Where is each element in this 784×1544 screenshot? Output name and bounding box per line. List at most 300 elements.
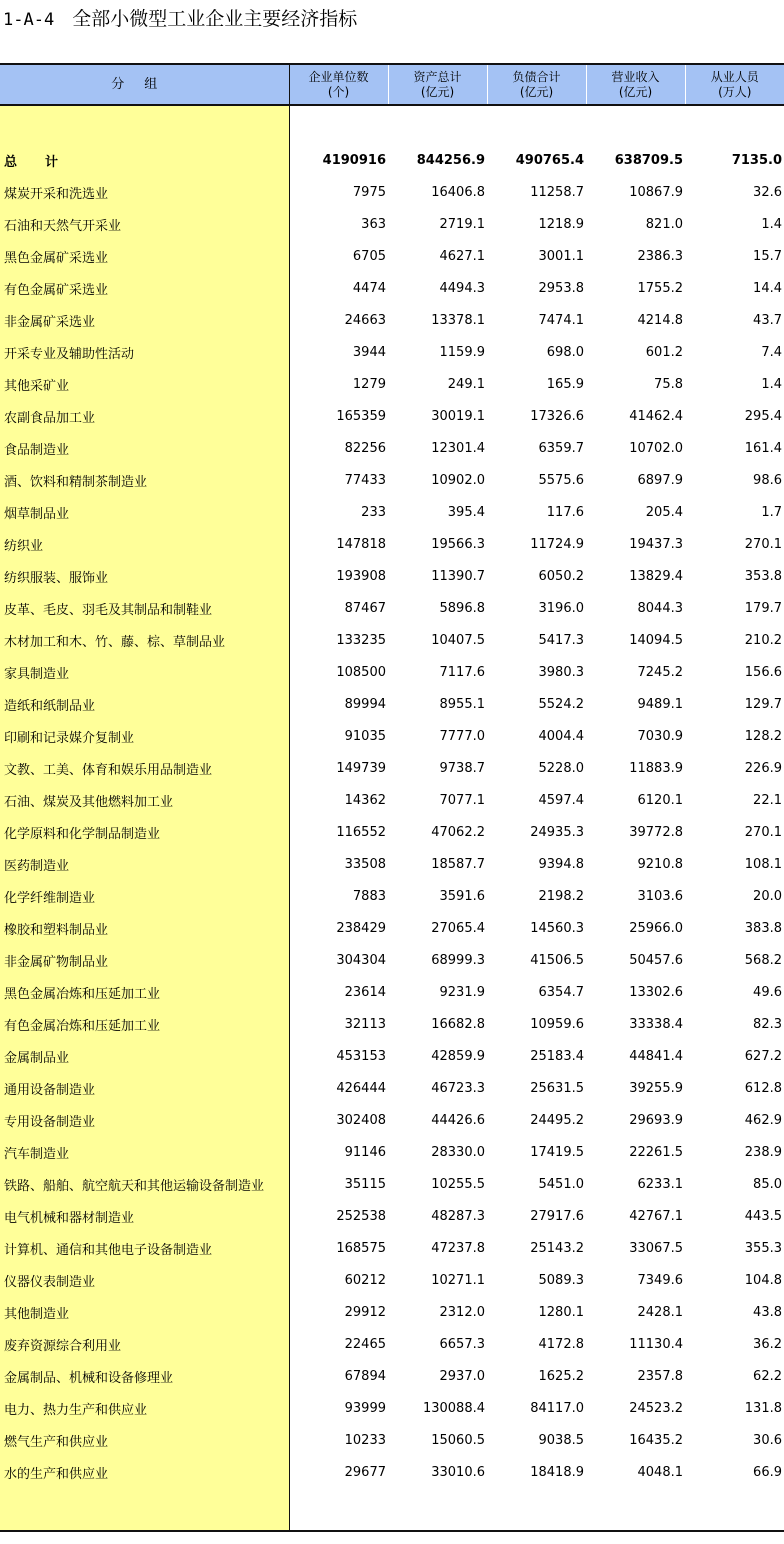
cell-revenue: 7245.2 xyxy=(637,664,683,680)
cell-assets: 2312.0 xyxy=(439,1304,485,1320)
table-row xyxy=(0,560,784,592)
cell-assets: 4494.3 xyxy=(439,280,485,296)
cell-enterprises: 363 xyxy=(361,216,386,232)
cell-employees: 179.7 xyxy=(744,600,782,616)
industry-name: 有色金属矿采选业 xyxy=(0,272,289,304)
cell-assets: 2937.0 xyxy=(439,1368,485,1384)
cell-enterprises: 7975 xyxy=(352,184,386,200)
cell-revenue: 11883.9 xyxy=(629,760,683,776)
cell-liabilities: 6050.2 xyxy=(538,568,584,584)
table-row xyxy=(0,1072,784,1104)
table-row xyxy=(0,464,784,496)
cell-enterprises: 6705 xyxy=(352,248,386,264)
cell-revenue: 75.8 xyxy=(654,376,683,392)
cell-liabilities: 3980.3 xyxy=(538,664,584,680)
cell-liabilities: 2953.8 xyxy=(538,280,584,296)
cell-assets: 48287.3 xyxy=(431,1208,485,1224)
cell-employees: 443.5 xyxy=(744,1208,782,1224)
cell-employees: 156.6 xyxy=(744,664,782,680)
cell-assets: 7077.1 xyxy=(439,792,485,808)
table-row xyxy=(0,368,784,400)
table-row xyxy=(0,976,784,1008)
cell-liabilities: 4172.8 xyxy=(538,1336,584,1352)
industry-name: 非金属矿采选业 xyxy=(0,304,289,336)
header-assets xyxy=(388,64,487,105)
cell-employees: 62.2 xyxy=(753,1368,782,1384)
cell-liabilities: 3196.0 xyxy=(538,600,584,616)
cell-enterprises: 147818 xyxy=(336,536,386,552)
cell-revenue: 42767.1 xyxy=(629,1208,683,1224)
table-row xyxy=(0,1360,784,1392)
cell-employees: 30.6 xyxy=(753,1432,782,1448)
header-assets-label: 资产总计 xyxy=(413,69,462,84)
industry-name: 橡胶和塑料制品业 xyxy=(0,912,289,944)
cell-enterprises: 302408 xyxy=(336,1112,386,1128)
cell-liabilities: 18418.9 xyxy=(530,1464,584,1480)
total-revenue: 638709.5 xyxy=(614,152,683,168)
industry-name: 酒、饮料和精制茶制造业 xyxy=(0,464,289,496)
cell-revenue: 33338.4 xyxy=(629,1016,683,1032)
cell-revenue: 13829.4 xyxy=(629,568,683,584)
cell-enterprises: 233 xyxy=(361,504,386,520)
header-enterprises-label: 企业单位数 xyxy=(308,69,369,84)
cell-employees: 161.4 xyxy=(744,440,782,456)
end-spacer-row xyxy=(0,1488,784,1531)
industry-name: 医药制造业 xyxy=(0,848,289,880)
cell-revenue: 8044.3 xyxy=(637,600,683,616)
industry-name: 计算机、通信和其他电子设备制造业 xyxy=(0,1232,289,1264)
header-revenue-unit: (亿元) xyxy=(618,84,653,99)
cell-assets: 28330.0 xyxy=(431,1144,485,1160)
cell-revenue: 24523.2 xyxy=(629,1400,683,1416)
cell-revenue: 7349.6 xyxy=(637,1272,683,1288)
indicators-table xyxy=(0,63,784,1532)
industry-name: 铁路、船舶、航空航天和其他运输设备制造业 xyxy=(0,1168,289,1200)
cell-enterprises: 29912 xyxy=(344,1304,386,1320)
table-row xyxy=(0,400,784,432)
cell-revenue: 16435.2 xyxy=(629,1432,683,1448)
cell-revenue: 9210.8 xyxy=(637,856,683,872)
table-row xyxy=(0,752,784,784)
cell-enterprises: 77433 xyxy=(344,472,386,488)
cell-liabilities: 17326.6 xyxy=(530,408,584,424)
cell-assets: 130088.4 xyxy=(422,1400,485,1416)
cell-enterprises: 67894 xyxy=(344,1368,386,1384)
cell-assets: 18587.7 xyxy=(431,856,485,872)
cell-enterprises: 93999 xyxy=(344,1400,386,1416)
table-row xyxy=(0,432,784,464)
cell-enterprises: 149739 xyxy=(336,760,386,776)
cell-enterprises: 91146 xyxy=(344,1144,386,1160)
cell-assets: 16406.8 xyxy=(431,184,485,200)
spacer-row xyxy=(0,105,784,144)
cell-assets: 13378.1 xyxy=(431,312,485,328)
cell-liabilities: 698.0 xyxy=(546,344,584,360)
header-enterprises-unit: (个) xyxy=(327,84,350,99)
cell-enterprises: 60212 xyxy=(344,1272,386,1288)
cell-liabilities: 41506.5 xyxy=(530,952,584,968)
cell-assets: 9231.9 xyxy=(439,984,485,1000)
header-liabilities-label: 负债合计 xyxy=(512,69,561,84)
industry-name: 造纸和纸制品业 xyxy=(0,688,289,720)
table-row xyxy=(0,1456,784,1488)
industry-name: 木材加工和木、竹、藤、棕、草制品业 xyxy=(0,624,289,656)
table-row xyxy=(0,1008,784,1040)
cell-assets: 10255.5 xyxy=(431,1176,485,1192)
table-row xyxy=(0,1264,784,1296)
cell-revenue: 3103.6 xyxy=(637,888,683,904)
page-title xyxy=(3,4,357,34)
cell-liabilities: 5451.0 xyxy=(538,1176,584,1192)
cell-enterprises: 14362 xyxy=(344,792,386,808)
cell-liabilities: 84117.0 xyxy=(530,1400,584,1416)
cell-employees: 270.1 xyxy=(744,824,782,840)
cell-revenue: 2428.1 xyxy=(637,1304,683,1320)
cell-enterprises: 32113 xyxy=(344,1016,386,1032)
cell-enterprises: 193908 xyxy=(336,568,386,584)
cell-employees: 43.7 xyxy=(753,312,782,328)
table-row xyxy=(0,208,784,240)
cell-employees: 32.6 xyxy=(753,184,782,200)
cell-assets: 5896.8 xyxy=(439,600,485,616)
cell-employees: 210.2 xyxy=(744,632,782,648)
cell-assets: 47062.2 xyxy=(431,824,485,840)
cell-employees: 43.8 xyxy=(753,1304,782,1320)
industry-name: 黑色金属矿采选业 xyxy=(0,240,289,272)
cell-employees: 7.4 xyxy=(761,344,782,360)
table-row xyxy=(0,688,784,720)
cell-revenue: 14094.5 xyxy=(629,632,683,648)
header-group: 分组 xyxy=(0,64,289,105)
table-row xyxy=(0,1232,784,1264)
cell-employees: 226.9 xyxy=(744,760,782,776)
cell-employees: 14.4 xyxy=(753,280,782,296)
cell-assets: 2719.1 xyxy=(439,216,485,232)
cell-employees: 82.3 xyxy=(753,1016,782,1032)
cell-revenue: 41462.4 xyxy=(629,408,683,424)
cell-enterprises: 133235 xyxy=(336,632,386,648)
header-employees xyxy=(685,64,784,105)
industry-name: 仪器仪表制造业 xyxy=(0,1264,289,1296)
cell-revenue: 2386.3 xyxy=(637,248,683,264)
cell-revenue: 9489.1 xyxy=(637,696,683,712)
cell-assets: 11390.7 xyxy=(431,568,485,584)
cell-enterprises: 453153 xyxy=(336,1048,386,1064)
table-row xyxy=(0,1136,784,1168)
cell-enterprises: 238429 xyxy=(336,920,386,936)
cell-revenue: 25966.0 xyxy=(629,920,683,936)
table-row xyxy=(0,848,784,880)
cell-assets: 10271.1 xyxy=(431,1272,485,1288)
cell-enterprises: 91035 xyxy=(344,728,386,744)
cell-liabilities: 11258.7 xyxy=(530,184,584,200)
cell-enterprises: 7883 xyxy=(352,888,386,904)
cell-employees: 66.9 xyxy=(753,1464,782,1480)
cell-enterprises: 29677 xyxy=(344,1464,386,1480)
industry-name: 燃气生产和供应业 xyxy=(0,1424,289,1456)
cell-employees: 131.8 xyxy=(744,1400,782,1416)
cell-enterprises: 24663 xyxy=(344,312,386,328)
cell-enterprises: 3944 xyxy=(352,344,386,360)
cell-revenue: 29693.9 xyxy=(629,1112,683,1128)
cell-employees: 612.8 xyxy=(744,1080,782,1096)
cell-liabilities: 9394.8 xyxy=(538,856,584,872)
cell-assets: 7117.6 xyxy=(439,664,485,680)
industry-name: 汽车制造业 xyxy=(0,1136,289,1168)
cell-employees: 355.3 xyxy=(744,1240,782,1256)
cell-enterprises: 10233 xyxy=(344,1432,386,1448)
industry-name: 农副食品加工业 xyxy=(0,400,289,432)
cell-enterprises: 23614 xyxy=(344,984,386,1000)
total-label-cell xyxy=(0,144,289,176)
industry-name: 金属制品业 xyxy=(0,1040,289,1072)
cell-assets: 44426.6 xyxy=(431,1112,485,1128)
cell-employees: 104.8 xyxy=(744,1272,782,1288)
header-liabilities xyxy=(487,64,586,105)
industry-name: 纺织业 xyxy=(0,528,289,560)
industry-name: 煤炭开采和洗选业 xyxy=(0,176,289,208)
cell-assets: 1159.9 xyxy=(439,344,485,360)
industry-name: 化学原料和化学制品制造业 xyxy=(0,816,289,848)
table-row xyxy=(0,1168,784,1200)
spacer-cell xyxy=(0,105,289,144)
cell-assets: 4627.1 xyxy=(439,248,485,264)
cell-employees: 36.2 xyxy=(753,1336,782,1352)
table-row xyxy=(0,528,784,560)
cell-assets: 33010.6 xyxy=(431,1464,485,1480)
cell-liabilities: 5417.3 xyxy=(538,632,584,648)
total-liabilities: 490765.4 xyxy=(515,152,584,168)
industry-name: 开采专业及辅助性活动 xyxy=(0,336,289,368)
table-row xyxy=(0,816,784,848)
cell-employees: 20.0 xyxy=(753,888,782,904)
cell-enterprises: 252538 xyxy=(336,1208,386,1224)
cell-enterprises: 165359 xyxy=(336,408,386,424)
cell-enterprises: 304304 xyxy=(336,952,386,968)
total-enterprises: 4190916 xyxy=(322,152,386,168)
cell-liabilities: 11724.9 xyxy=(530,536,584,552)
cell-liabilities: 5524.2 xyxy=(538,696,584,712)
cell-liabilities: 17419.5 xyxy=(530,1144,584,1160)
table-row xyxy=(0,784,784,816)
cell-revenue: 39772.8 xyxy=(629,824,683,840)
table-row xyxy=(0,624,784,656)
industry-name: 金属制品、机械和设备修理业 xyxy=(0,1360,289,1392)
cell-liabilities: 3001.1 xyxy=(538,248,584,264)
cell-assets: 10407.5 xyxy=(431,632,485,648)
cell-liabilities: 10959.6 xyxy=(530,1016,584,1032)
cell-assets: 395.4 xyxy=(447,504,485,520)
table-row xyxy=(0,944,784,976)
industry-name: 电力、热力生产和供应业 xyxy=(0,1392,289,1424)
cell-revenue: 7030.9 xyxy=(637,728,683,744)
table-row xyxy=(0,1104,784,1136)
industry-name: 纺织服装、服饰业 xyxy=(0,560,289,592)
cell-enterprises: 33508 xyxy=(344,856,386,872)
table-row xyxy=(0,240,784,272)
cell-assets: 12301.4 xyxy=(431,440,485,456)
table-row xyxy=(0,912,784,944)
cell-assets: 10902.0 xyxy=(431,472,485,488)
cell-revenue: 11130.4 xyxy=(629,1336,683,1352)
industry-name: 电气机械和器材制造业 xyxy=(0,1200,289,1232)
cell-enterprises: 116552 xyxy=(336,824,386,840)
cell-liabilities: 6354.7 xyxy=(538,984,584,1000)
cell-employees: 22.1 xyxy=(753,792,782,808)
table-row xyxy=(0,496,784,528)
cell-revenue: 6897.9 xyxy=(637,472,683,488)
cell-liabilities: 5575.6 xyxy=(538,472,584,488)
header-liabilities-unit: (亿元) xyxy=(519,84,554,99)
industry-name: 家具制造业 xyxy=(0,656,289,688)
industry-name: 烟草制品业 xyxy=(0,496,289,528)
cell-employees: 270.1 xyxy=(744,536,782,552)
cell-revenue: 821.0 xyxy=(645,216,683,232)
cell-revenue: 13302.6 xyxy=(629,984,683,1000)
cell-liabilities: 25183.4 xyxy=(530,1048,584,1064)
total-employees: 7135.0 xyxy=(731,152,782,168)
cell-employees: 128.2 xyxy=(744,728,782,744)
cell-assets: 7777.0 xyxy=(439,728,485,744)
cell-revenue: 1755.2 xyxy=(637,280,683,296)
cell-employees: 15.7 xyxy=(753,248,782,264)
cell-liabilities: 27917.6 xyxy=(530,1208,584,1224)
industry-name: 专用设备制造业 xyxy=(0,1104,289,1136)
cell-revenue: 39255.9 xyxy=(629,1080,683,1096)
header-revenue xyxy=(586,64,685,105)
cell-assets: 9738.7 xyxy=(439,760,485,776)
table-row xyxy=(0,592,784,624)
cell-liabilities: 5089.3 xyxy=(538,1272,584,1288)
cell-employees: 1.7 xyxy=(761,504,782,520)
cell-liabilities: 1218.9 xyxy=(538,216,584,232)
cell-liabilities: 165.9 xyxy=(546,376,584,392)
cell-revenue: 10867.9 xyxy=(629,184,683,200)
cell-assets: 68999.3 xyxy=(431,952,485,968)
cell-assets: 30019.1 xyxy=(431,408,485,424)
cell-liabilities: 7474.1 xyxy=(538,312,584,328)
industry-name: 通用设备制造业 xyxy=(0,1072,289,1104)
industry-name: 其他制造业 xyxy=(0,1296,289,1328)
cell-enterprises: 1279 xyxy=(352,376,386,392)
cell-liabilities: 24495.2 xyxy=(530,1112,584,1128)
cell-employees: 295.4 xyxy=(744,408,782,424)
table-row xyxy=(0,304,784,336)
cell-employees: 627.2 xyxy=(744,1048,782,1064)
cell-employees: 238.9 xyxy=(744,1144,782,1160)
table-code: 1-A-4 xyxy=(3,10,55,30)
table-row xyxy=(0,1424,784,1456)
table-row xyxy=(0,272,784,304)
industry-name: 废弃资源综合利用业 xyxy=(0,1328,289,1360)
cell-employees: 462.9 xyxy=(744,1112,782,1128)
cell-enterprises: 4474 xyxy=(352,280,386,296)
cell-liabilities: 6359.7 xyxy=(538,440,584,456)
cell-assets: 16682.8 xyxy=(431,1016,485,1032)
total-label: 总计 xyxy=(4,154,87,170)
industry-name: 其他采矿业 xyxy=(0,368,289,400)
cell-employees: 383.8 xyxy=(744,920,782,936)
table-row xyxy=(0,1040,784,1072)
table-body xyxy=(0,105,784,1531)
cell-liabilities: 25631.5 xyxy=(530,1080,584,1096)
cell-revenue: 601.2 xyxy=(645,344,683,360)
table-row xyxy=(0,336,784,368)
cell-assets: 47237.8 xyxy=(431,1240,485,1256)
industry-name: 化学纤维制造业 xyxy=(0,880,289,912)
table-row xyxy=(0,176,784,208)
cell-assets: 8955.1 xyxy=(439,696,485,712)
cell-assets: 249.1 xyxy=(447,376,485,392)
cell-employees: 353.8 xyxy=(744,568,782,584)
cell-employees: 108.1 xyxy=(744,856,782,872)
cell-assets: 3591.6 xyxy=(439,888,485,904)
cell-revenue: 22261.5 xyxy=(629,1144,683,1160)
cell-employees: 568.2 xyxy=(744,952,782,968)
cell-enterprises: 22465 xyxy=(344,1336,386,1352)
header-enterprises xyxy=(289,64,388,105)
cell-revenue: 2357.8 xyxy=(637,1368,683,1384)
header-employees-label: 从业人员 xyxy=(710,69,759,84)
industry-name: 文教、工美、体育和娱乐用品制造业 xyxy=(0,752,289,784)
industry-name: 石油和天然气开采业 xyxy=(0,208,289,240)
cell-enterprises: 108500 xyxy=(336,664,386,680)
cell-enterprises: 89994 xyxy=(344,696,386,712)
cell-assets: 19566.3 xyxy=(431,536,485,552)
cell-liabilities: 9038.5 xyxy=(538,1432,584,1448)
table-row xyxy=(0,880,784,912)
cell-enterprises: 426444 xyxy=(336,1080,386,1096)
cell-revenue: 6233.1 xyxy=(637,1176,683,1192)
cell-revenue: 50457.6 xyxy=(629,952,683,968)
cell-enterprises: 82256 xyxy=(344,440,386,456)
cell-employees: 1.4 xyxy=(761,376,782,392)
cell-enterprises: 168575 xyxy=(336,1240,386,1256)
industry-name: 印刷和记录媒介复制业 xyxy=(0,720,289,752)
table-row xyxy=(0,1200,784,1232)
table-row xyxy=(0,1328,784,1360)
header-assets-unit: (亿元) xyxy=(420,84,455,99)
table-row xyxy=(0,1296,784,1328)
cell-employees: 85.0 xyxy=(753,1176,782,1192)
industry-name: 石油、煤炭及其他燃料加工业 xyxy=(0,784,289,816)
table-row xyxy=(0,656,784,688)
cell-assets: 15060.5 xyxy=(431,1432,485,1448)
cell-employees: 1.4 xyxy=(761,216,782,232)
industry-name: 黑色金属冶炼和压延加工业 xyxy=(0,976,289,1008)
table-row xyxy=(0,1392,784,1424)
cell-revenue: 44841.4 xyxy=(629,1048,683,1064)
cell-liabilities: 4597.4 xyxy=(538,792,584,808)
industry-name: 食品制造业 xyxy=(0,432,289,464)
cell-liabilities: 24935.3 xyxy=(530,824,584,840)
cell-liabilities: 4004.4 xyxy=(538,728,584,744)
total-row xyxy=(0,144,784,176)
industry-name: 水的生产和供应业 xyxy=(0,1456,289,1488)
cell-employees: 129.7 xyxy=(744,696,782,712)
table-row xyxy=(0,720,784,752)
cell-enterprises: 87467 xyxy=(344,600,386,616)
cell-revenue: 19437.3 xyxy=(629,536,683,552)
table-header xyxy=(0,64,784,105)
cell-revenue: 4214.8 xyxy=(637,312,683,328)
cell-employees: 49.6 xyxy=(753,984,782,1000)
cell-liabilities: 1280.1 xyxy=(538,1304,584,1320)
cell-liabilities: 117.6 xyxy=(546,504,584,520)
cell-liabilities: 25143.2 xyxy=(530,1240,584,1256)
cell-liabilities: 1625.2 xyxy=(538,1368,584,1384)
cell-assets: 42859.9 xyxy=(431,1048,485,1064)
